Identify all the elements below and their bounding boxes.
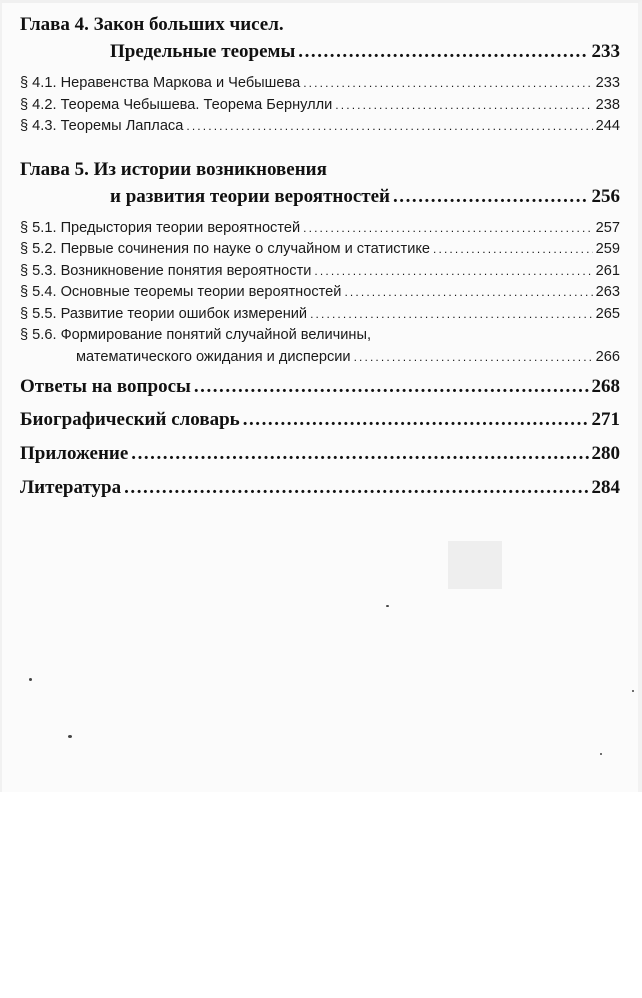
chapter-5-subtitle: и развития теории вероятностей bbox=[110, 185, 390, 207]
page-number: 261 bbox=[595, 262, 620, 279]
dot-leader bbox=[335, 97, 592, 113]
section-title: § 5.4. Основные теоремы теории вероятностей bbox=[20, 284, 342, 300]
dot-leader bbox=[393, 186, 589, 208]
page-number: 233 bbox=[595, 75, 620, 91]
section-title: § 4.1. Неравенства Маркова и Чебышева bbox=[20, 75, 301, 91]
entry-title: Литература bbox=[20, 477, 122, 498]
section-entry[interactable] bbox=[20, 97, 620, 119]
chapter-4-title: Глава 4. Закон больших чисел. bbox=[20, 14, 284, 35]
section-title: § 5.3. Возникновение понятия вероятности bbox=[20, 262, 312, 279]
scan-speck bbox=[386, 605, 389, 607]
dot-leader bbox=[344, 284, 592, 300]
entry-title: Ответы на вопросы bbox=[20, 376, 191, 397]
section-title: § 4.3. Теоремы Лапласа bbox=[20, 118, 184, 134]
section-entry[interactable] bbox=[20, 349, 620, 371]
page-number: 238 bbox=[595, 96, 620, 113]
scan-smudge bbox=[448, 541, 502, 589]
page-number: 259 bbox=[595, 241, 620, 257]
section-title: § 5.5. Развитие теории ошибок измерений bbox=[20, 305, 308, 322]
page-number: 284 bbox=[591, 477, 620, 498]
bibliography-entry[interactable] bbox=[20, 477, 620, 511]
section-entry[interactable] bbox=[20, 263, 620, 285]
biographical-dictionary-entry[interactable] bbox=[20, 409, 620, 443]
dot-leader bbox=[303, 220, 592, 236]
dot-leader bbox=[131, 443, 588, 465]
entry-title: Биографический словарь bbox=[20, 409, 240, 430]
dot-leader bbox=[186, 118, 592, 134]
page-number: 263 bbox=[595, 284, 620, 300]
page-number: 233 bbox=[591, 41, 620, 62]
section-title-line1[interactable]: § 5.6. Формирование понятий случайной величины, bbox=[20, 327, 372, 343]
entry-title: Приложение bbox=[20, 443, 129, 464]
dot-leader bbox=[433, 241, 593, 257]
dot-leader bbox=[303, 75, 592, 91]
chapter-4-entry[interactable] bbox=[20, 41, 620, 68]
section-entry[interactable] bbox=[20, 284, 620, 306]
chapter-5-entry[interactable] bbox=[20, 186, 620, 213]
section-title: § 5.2. Первые сочинения по науке о случайном и статистике bbox=[20, 241, 431, 257]
dot-leader bbox=[314, 263, 592, 279]
section-entry[interactable] bbox=[20, 241, 620, 263]
page-number: 280 bbox=[591, 443, 620, 464]
page-number: 268 bbox=[591, 376, 620, 397]
page-number: 257 bbox=[595, 219, 620, 236]
page-number: 244 bbox=[595, 118, 620, 134]
section-entry[interactable] bbox=[20, 306, 620, 328]
dot-leader bbox=[298, 41, 588, 63]
section-entry[interactable] bbox=[20, 220, 620, 242]
answers-entry[interactable] bbox=[20, 376, 620, 409]
chapter-4-subtitle: Предельные теоремы bbox=[110, 41, 296, 62]
scan-speck bbox=[600, 753, 602, 755]
dot-leader bbox=[243, 409, 589, 431]
section-entry[interactable] bbox=[20, 118, 620, 140]
scan-speck bbox=[68, 735, 72, 738]
dot-leader bbox=[194, 376, 589, 398]
section-entry[interactable] bbox=[20, 75, 620, 97]
dot-leader bbox=[354, 349, 593, 365]
scan-speck bbox=[29, 678, 32, 681]
appendix-entry[interactable] bbox=[20, 443, 620, 477]
dot-leader bbox=[310, 306, 593, 322]
dot-leader bbox=[124, 477, 588, 499]
section-title: § 5.1. Предыстория теории вероятностей bbox=[20, 219, 301, 236]
table-of-contents bbox=[20, 14, 620, 511]
section-title-line2: математического ожидания и дисперсии bbox=[76, 348, 351, 365]
page-number: 271 bbox=[591, 409, 620, 430]
scan-speck bbox=[632, 690, 634, 692]
page-number: 266 bbox=[595, 348, 620, 365]
page-number: 265 bbox=[595, 305, 620, 322]
section-title: § 4.2. Теорема Чебышева. Теорема Бернулли bbox=[20, 96, 333, 113]
page-number: 256 bbox=[591, 185, 620, 207]
chapter-5-title: Глава 5. Из истории возникновения bbox=[20, 158, 327, 180]
